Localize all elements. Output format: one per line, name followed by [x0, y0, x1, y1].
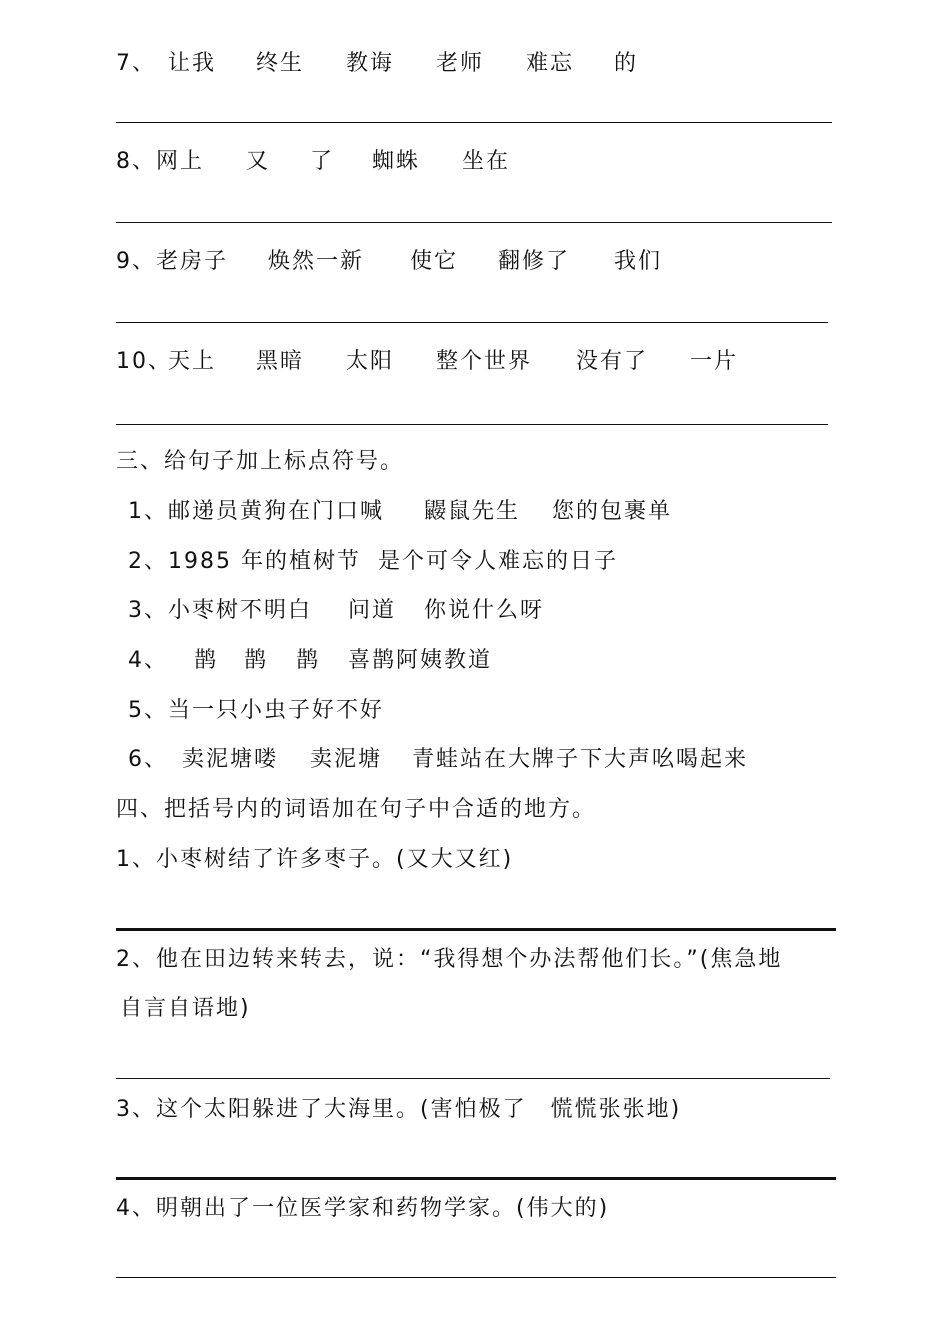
item-number: 3、 [128, 598, 168, 623]
sentence-part: 邮递员黄狗在门口喊 [168, 499, 385, 524]
item-number: 1、 [128, 499, 168, 524]
sentence-part: 卖泥塘喽 [182, 747, 279, 772]
word-chip: 黑暗 [256, 349, 305, 374]
answer-line[interactable] [116, 1277, 836, 1278]
sentence-part: 问道 [348, 598, 397, 623]
word-chip: 教诲 [346, 51, 395, 76]
sentence-part: 是个可令人难忘的日子 [378, 549, 619, 574]
answer-line[interactable] [116, 928, 836, 931]
answer-line[interactable] [116, 122, 832, 123]
sentence-text-continued: 自言自语地) [120, 996, 251, 1021]
sentence-part: 喜鹊阿姨教道 [348, 648, 493, 673]
item-number: 9、 [116, 249, 156, 274]
word-chip: 终生 [256, 51, 305, 76]
answer-line[interactable] [116, 424, 828, 425]
word-chip: 的 [614, 51, 639, 76]
item-number: 6、 [128, 747, 168, 772]
sentence-part: 鼹鼠先生 [424, 499, 521, 524]
item-number: 2、 [128, 549, 168, 574]
item-number: 8、 [116, 149, 156, 174]
sentence-text: 1、小枣树结了许多枣子。(又大又红) [116, 847, 514, 872]
word-chip: 蜘蛛 [372, 149, 421, 174]
word-chip: 难忘 [526, 51, 575, 76]
sentence-part: 鹊 [244, 648, 269, 673]
sentence-text: 2、他在田边转来转去，说：“我得想个办法帮他们长。”(焦急地 [116, 947, 783, 972]
sentence-part: 鹊 [296, 648, 321, 673]
sentence-part: 您的包裹单 [552, 499, 673, 524]
section-heading: 四、把括号内的词语加在句子中合适的地方。 [116, 797, 597, 822]
word-chip: 让我 [168, 51, 217, 76]
item-number: 7、 [116, 51, 156, 76]
word-chip: 老房子 [156, 249, 229, 274]
answer-line[interactable] [116, 1078, 830, 1079]
item-number: 10、 [116, 349, 172, 374]
sentence-part: 当一只小虫子好不好 [168, 698, 385, 723]
sentence-text: 3、这个太阳躲进了大海里。(害怕极了 慌慌张张地) [116, 1097, 682, 1122]
word-chip: 网上 [156, 149, 205, 174]
word-chip: 老师 [436, 51, 485, 76]
word-chip: 坐在 [462, 149, 511, 174]
word-chip: 了 [310, 149, 335, 174]
item-number: 5、 [128, 698, 168, 723]
answer-line[interactable] [116, 322, 828, 323]
section-heading: 三、给句子加上标点符号。 [116, 449, 405, 474]
sentence-part: 小枣树不明白 [168, 598, 313, 623]
word-chip: 没有了 [576, 349, 649, 374]
word-chip: 天上 [168, 349, 217, 374]
sentence-part: 青蛙站在大牌子下大声吆喝起来 [412, 747, 749, 772]
answer-line[interactable] [116, 222, 832, 223]
word-chip: 一片 [690, 349, 739, 374]
answer-line[interactable] [116, 1177, 836, 1180]
word-chip: 我们 [614, 249, 663, 274]
word-chip: 焕然一新 [268, 249, 365, 274]
word-chip: 使它 [410, 249, 459, 274]
item-number: 4、 [128, 648, 168, 673]
word-chip: 又 [246, 149, 271, 174]
word-chip: 翻修了 [498, 249, 571, 274]
sentence-text: 4、明朝出了一位医学家和药物学家。(伟大的) [116, 1196, 610, 1221]
sentence-part: 1985 年的植树节 [168, 549, 361, 574]
word-chip: 太阳 [346, 349, 395, 374]
sentence-part: 鹊 [194, 648, 219, 673]
sentence-part: 你说什么呀 [424, 598, 545, 623]
sentence-part: 卖泥塘 [310, 747, 383, 772]
word-chip: 整个世界 [436, 349, 533, 374]
